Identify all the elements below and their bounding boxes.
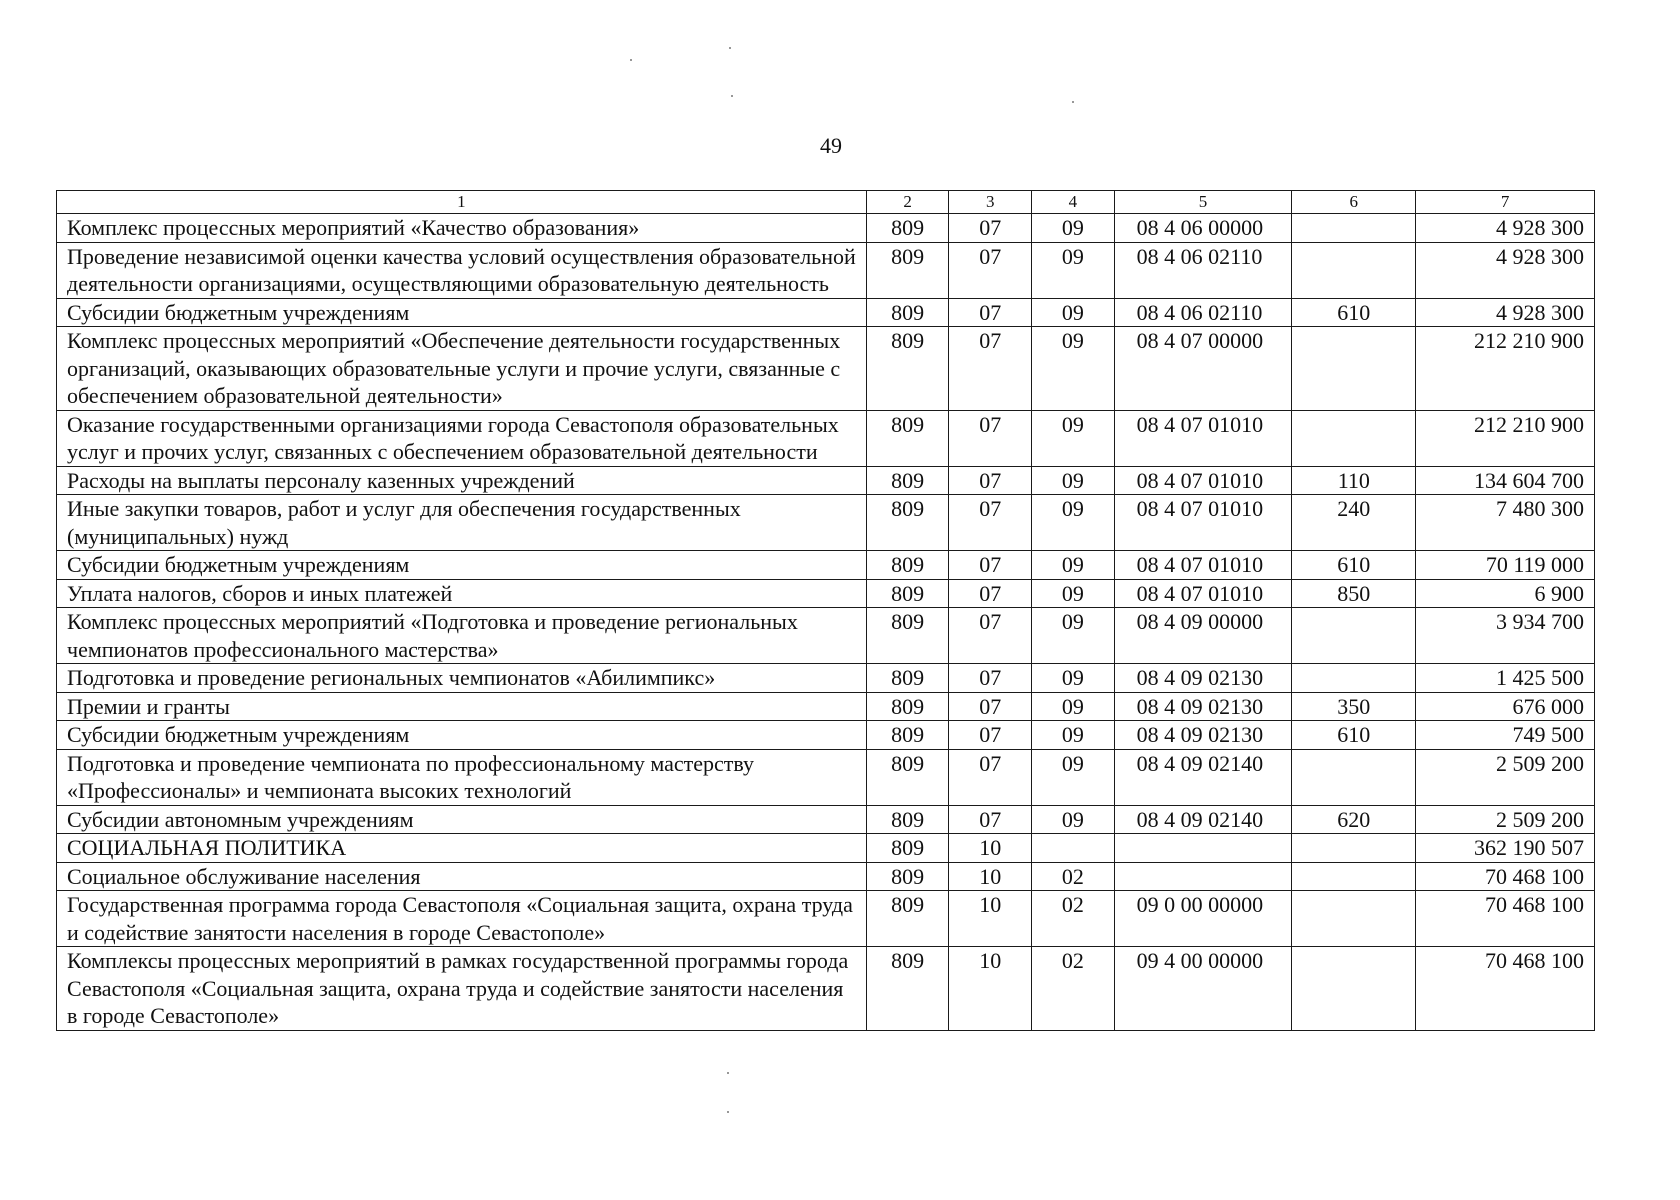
row-grbs-cell: 809 [866, 947, 949, 1031]
column-header: 4 [1032, 191, 1115, 214]
row-target-article-cell: 08 4 07 01010 [1114, 551, 1292, 580]
column-header: 7 [1416, 191, 1595, 214]
table-row [57, 608, 1595, 664]
row-amount-cell: 6 900 [1416, 579, 1595, 608]
row-grbs-cell: 809 [866, 579, 949, 608]
row-section-cell: 10 [949, 834, 1032, 863]
row-target-article-cell: 08 4 09 02140 [1114, 749, 1292, 805]
row-expense-type-cell [1292, 834, 1416, 863]
column-header: 5 [1114, 191, 1292, 214]
row-subsection-cell: 02 [1032, 862, 1115, 891]
column-header: 3 [949, 191, 1032, 214]
row-amount-cell: 2 509 200 [1416, 805, 1595, 834]
row-expense-type-cell [1292, 242, 1416, 298]
row-grbs-cell: 809 [866, 749, 949, 805]
row-target-article-cell: 08 4 07 01010 [1114, 495, 1292, 551]
row-amount-cell: 70 468 100 [1416, 891, 1595, 947]
row-target-article-cell [1114, 862, 1292, 891]
row-expense-type-cell: 610 [1292, 551, 1416, 580]
row-target-article-cell: 08 4 09 00000 [1114, 608, 1292, 664]
table-row [57, 466, 1595, 495]
row-subsection-cell: 09 [1032, 466, 1115, 495]
row-section-cell: 07 [949, 749, 1032, 805]
row-subsection-cell: 09 [1032, 551, 1115, 580]
row-target-article-cell: 08 4 09 02130 [1114, 664, 1292, 693]
row-expense-type-cell [1292, 947, 1416, 1031]
row-section-cell: 07 [949, 721, 1032, 750]
table-row [57, 891, 1595, 947]
row-grbs-cell: 809 [866, 214, 949, 243]
row-expense-type-cell [1292, 410, 1416, 466]
row-name-cell: Комплекс процессных мероприятий «Качество образования» [57, 214, 867, 243]
row-expense-type-cell: 610 [1292, 721, 1416, 750]
row-grbs-cell: 809 [866, 551, 949, 580]
table-row [57, 947, 1595, 1031]
row-amount-cell: 212 210 900 [1416, 327, 1595, 411]
table-row [57, 327, 1595, 411]
row-name-cell: Иные закупки товаров, работ и услуг для обеспечения государственных (муниципальных) нужд [57, 495, 867, 551]
row-target-article-cell: 08 4 09 02140 [1114, 805, 1292, 834]
row-section-cell: 10 [949, 947, 1032, 1031]
row-target-article-cell: 09 0 00 00000 [1114, 891, 1292, 947]
row-amount-cell: 7 480 300 [1416, 495, 1595, 551]
row-section-cell: 07 [949, 579, 1032, 608]
row-expense-type-cell: 850 [1292, 579, 1416, 608]
row-amount-cell: 212 210 900 [1416, 410, 1595, 466]
row-section-cell: 07 [949, 495, 1032, 551]
row-name-cell: Проведение независимой оценки качества условий осуществления образовательной деятельности организациями, осуществляющими образовательную деятельность [57, 242, 867, 298]
row-target-article-cell: 08 4 07 01010 [1114, 579, 1292, 608]
row-expense-type-cell: 240 [1292, 495, 1416, 551]
row-amount-cell: 70 468 100 [1416, 947, 1595, 1031]
row-section-cell: 07 [949, 327, 1032, 411]
page-number: 49 [820, 133, 842, 158]
row-expense-type-cell: 620 [1292, 805, 1416, 834]
table-row [57, 805, 1595, 834]
row-target-article-cell: 08 4 06 02110 [1114, 298, 1292, 327]
row-name-cell: Комплекс процессных мероприятий «Подготовка и проведение региональных чемпионатов профессионального мастерства» [57, 608, 867, 664]
row-target-article-cell: 08 4 07 01010 [1114, 466, 1292, 495]
row-amount-cell: 676 000 [1416, 692, 1595, 721]
row-expense-type-cell [1292, 664, 1416, 693]
row-grbs-cell: 809 [866, 298, 949, 327]
row-subsection-cell: 02 [1032, 891, 1115, 947]
row-subsection-cell: 09 [1032, 805, 1115, 834]
row-name-cell: Расходы на выплаты персоналу казенных учреждений [57, 466, 867, 495]
row-amount-cell: 70 119 000 [1416, 551, 1595, 580]
row-subsection-cell: 09 [1032, 298, 1115, 327]
row-target-article-cell: 08 4 06 00000 [1114, 214, 1292, 243]
row-section-cell: 07 [949, 214, 1032, 243]
column-header: 6 [1292, 191, 1416, 214]
row-expense-type-cell: 610 [1292, 298, 1416, 327]
row-grbs-cell: 809 [866, 664, 949, 693]
row-section-cell: 10 [949, 862, 1032, 891]
row-subsection-cell: 09 [1032, 495, 1115, 551]
row-subsection-cell: 09 [1032, 692, 1115, 721]
row-target-article-cell: 09 4 00 00000 [1114, 947, 1292, 1031]
row-name-cell: Комплексы процессных мероприятий в рамках государственной программы города Севастополя «Социальная защита, охрана труда и содействие занятости населения в городе Севастополе» [57, 947, 867, 1031]
table-row [57, 664, 1595, 693]
budget-table [56, 190, 1595, 1031]
row-grbs-cell: 809 [866, 805, 949, 834]
scan-speck [731, 95, 733, 97]
row-expense-type-cell [1292, 327, 1416, 411]
row-grbs-cell: 809 [866, 410, 949, 466]
row-target-article-cell [1114, 834, 1292, 863]
row-name-cell: Социальное обслуживание населения [57, 862, 867, 891]
row-section-cell: 10 [949, 891, 1032, 947]
row-amount-cell: 2 509 200 [1416, 749, 1595, 805]
row-name-cell: Уплата налогов, сборов и иных платежей [57, 579, 867, 608]
table-row [57, 242, 1595, 298]
row-name-cell: Подготовка и проведение чемпионата по профессиональному мастерству «Профессионалы» и чемпионата высоких технологий [57, 749, 867, 805]
row-expense-type-cell [1292, 862, 1416, 891]
row-name-cell: Государственная программа города Севастополя «Социальная защита, охрана труда и содействие занятости населения в городе Севастополе» [57, 891, 867, 947]
row-name-cell: Субсидии бюджетным учреждениям [57, 721, 867, 750]
row-amount-cell: 749 500 [1416, 721, 1595, 750]
row-amount-cell: 4 928 300 [1416, 214, 1595, 243]
row-target-article-cell: 08 4 07 00000 [1114, 327, 1292, 411]
row-grbs-cell: 809 [866, 721, 949, 750]
row-grbs-cell: 809 [866, 862, 949, 891]
row-amount-cell: 4 928 300 [1416, 242, 1595, 298]
row-subsection-cell: 09 [1032, 410, 1115, 466]
table-row [57, 495, 1595, 551]
row-grbs-cell: 809 [866, 834, 949, 863]
row-amount-cell: 134 604 700 [1416, 466, 1595, 495]
row-section-cell: 07 [949, 410, 1032, 466]
scan-speck [727, 1111, 729, 1113]
table-row [57, 298, 1595, 327]
row-target-article-cell: 08 4 07 01010 [1114, 410, 1292, 466]
row-grbs-cell: 809 [866, 242, 949, 298]
row-amount-cell: 1 425 500 [1416, 664, 1595, 693]
row-section-cell: 07 [949, 551, 1032, 580]
row-name-cell: Субсидии бюджетным учреждениям [57, 298, 867, 327]
row-section-cell: 07 [949, 664, 1032, 693]
row-name-cell: Субсидии автономным учреждениям [57, 805, 867, 834]
row-target-article-cell: 08 4 09 02130 [1114, 721, 1292, 750]
row-section-cell: 07 [949, 805, 1032, 834]
row-subsection-cell: 02 [1032, 947, 1115, 1031]
row-name-cell: Премии и гранты [57, 692, 867, 721]
row-expense-type-cell [1292, 608, 1416, 664]
row-target-article-cell: 08 4 09 02130 [1114, 692, 1292, 721]
row-name-cell: СОЦИАЛЬНАЯ ПОЛИТИКА [57, 834, 867, 863]
row-expense-type-cell: 350 [1292, 692, 1416, 721]
row-subsection-cell: 09 [1032, 721, 1115, 750]
row-grbs-cell: 809 [866, 466, 949, 495]
column-header: 1 [57, 191, 867, 214]
table-row [57, 721, 1595, 750]
row-grbs-cell: 809 [866, 608, 949, 664]
scan-speck [1072, 101, 1074, 103]
column-header: 2 [866, 191, 949, 214]
row-subsection-cell: 09 [1032, 242, 1115, 298]
row-name-cell: Подготовка и проведение региональных чемпионатов «Абилимпикс» [57, 664, 867, 693]
row-subsection-cell: 09 [1032, 579, 1115, 608]
row-section-cell: 07 [949, 608, 1032, 664]
table-row [57, 551, 1595, 580]
row-section-cell: 07 [949, 298, 1032, 327]
table-row [57, 579, 1595, 608]
row-subsection-cell [1032, 834, 1115, 863]
row-amount-cell: 70 468 100 [1416, 862, 1595, 891]
row-expense-type-cell [1292, 214, 1416, 243]
row-amount-cell: 362 190 507 [1416, 834, 1595, 863]
row-subsection-cell: 09 [1032, 214, 1115, 243]
row-name-cell: Оказание государственными организациями города Севастополя образовательных услуг и прочих услуг, связанных с обеспечением образовательной деятельности [57, 410, 867, 466]
table-row [57, 692, 1595, 721]
row-grbs-cell: 809 [866, 692, 949, 721]
table-row [57, 834, 1595, 863]
column-number-row [57, 191, 1595, 214]
row-subsection-cell: 09 [1032, 327, 1115, 411]
row-target-article-cell: 08 4 06 02110 [1114, 242, 1292, 298]
row-expense-type-cell: 110 [1292, 466, 1416, 495]
row-amount-cell: 4 928 300 [1416, 298, 1595, 327]
row-subsection-cell: 09 [1032, 749, 1115, 805]
scan-speck [630, 59, 632, 61]
row-section-cell: 07 [949, 692, 1032, 721]
row-amount-cell: 3 934 700 [1416, 608, 1595, 664]
row-grbs-cell: 809 [866, 495, 949, 551]
scan-speck [729, 47, 731, 49]
row-expense-type-cell [1292, 749, 1416, 805]
scan-speck [727, 1072, 729, 1074]
row-subsection-cell: 09 [1032, 608, 1115, 664]
table-row [57, 862, 1595, 891]
row-grbs-cell: 809 [866, 891, 949, 947]
row-section-cell: 07 [949, 242, 1032, 298]
row-name-cell: Комплекс процессных мероприятий «Обеспечение деятельности государственных организаций, оказывающих образовательные услуги и прочие услуги, связанные с обеспечением образовательной деятельности» [57, 327, 867, 411]
table-body [57, 214, 1595, 1031]
row-expense-type-cell [1292, 891, 1416, 947]
row-section-cell: 07 [949, 466, 1032, 495]
table-row [57, 214, 1595, 243]
table-row [57, 410, 1595, 466]
row-name-cell: Субсидии бюджетным учреждениям [57, 551, 867, 580]
row-subsection-cell: 09 [1032, 664, 1115, 693]
row-grbs-cell: 809 [866, 327, 949, 411]
table-row [57, 749, 1595, 805]
